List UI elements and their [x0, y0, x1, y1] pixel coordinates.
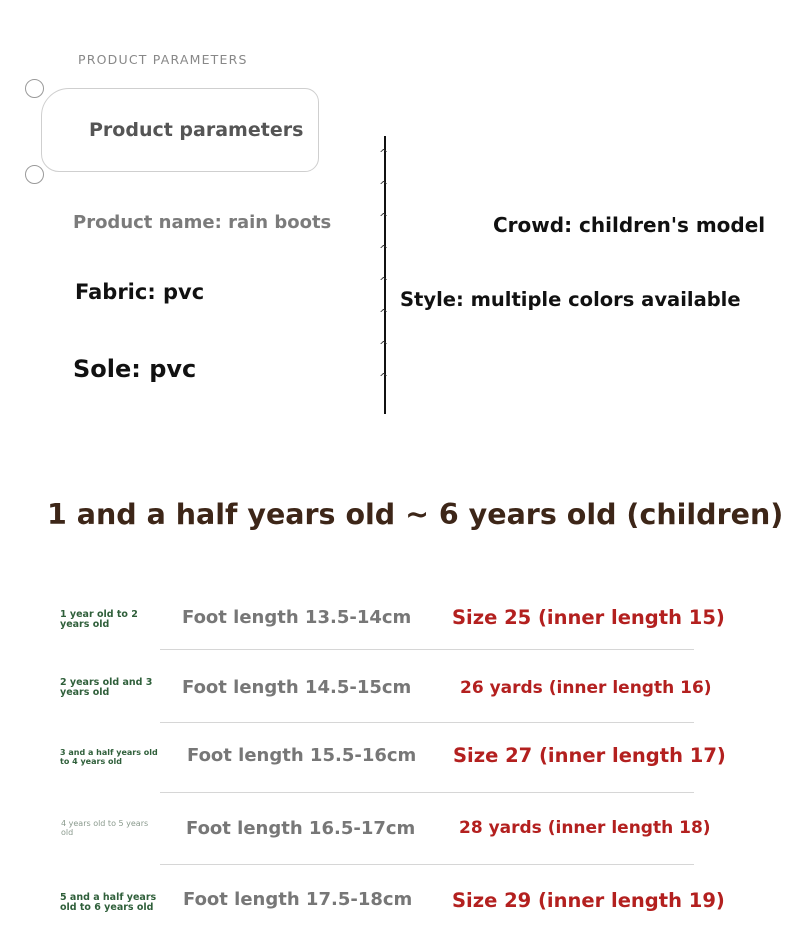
- row-divider: [160, 722, 694, 723]
- divider-arrow-icon: ^: [379, 339, 389, 352]
- row-size: 26 yards (inner length 16): [460, 678, 712, 698]
- product-style: Style: multiple colors available: [400, 288, 741, 311]
- divider-arrow-icon: ^: [379, 243, 389, 256]
- divider-arrow-icon: ^: [379, 211, 389, 224]
- row-age: 3 and a half years old to 4 years old: [60, 748, 158, 766]
- row-foot-length: Foot length 14.5-15cm: [182, 677, 412, 698]
- row-divider: [160, 792, 694, 793]
- divider-arrow-icon: ^: [379, 147, 389, 160]
- product-fabric: Fabric: pvc: [75, 280, 205, 304]
- row-age: 4 years old to 5 years old: [61, 819, 149, 837]
- product-sole: Sole: pvc: [73, 355, 197, 383]
- row-divider: [160, 649, 694, 650]
- tag-hole-top-icon: [25, 79, 44, 98]
- row-size: 28 yards (inner length 18): [459, 818, 711, 838]
- tag-title: Product parameters: [89, 119, 304, 141]
- divider-arrow-icon: ^: [379, 275, 389, 288]
- product-crowd: Crowd: children's model: [493, 213, 766, 237]
- divider-arrow-icon: ^: [379, 371, 389, 384]
- row-foot-length: Foot length 17.5-18cm: [183, 889, 413, 910]
- divider-arrow-icon: ^: [379, 179, 389, 192]
- row-size: Size 25 (inner length 15): [452, 606, 725, 629]
- divider-arrow-icon: ^: [379, 307, 389, 320]
- row-age: 5 and a half years old to 6 years old: [60, 892, 157, 913]
- row-size: Size 29 (inner length 19): [452, 889, 725, 912]
- row-foot-length: Foot length 15.5-16cm: [187, 745, 417, 766]
- row-foot-length: Foot length 16.5-17cm: [186, 818, 416, 839]
- tag-hole-bottom-icon: [25, 165, 44, 184]
- row-size: Size 27 (inner length 17): [453, 744, 726, 767]
- age-range-heading: 1 and a half years old ~ 6 years old (children): [47, 498, 784, 531]
- section-label: PRODUCT PARAMETERS: [78, 52, 248, 67]
- row-divider: [160, 864, 694, 865]
- row-age: 1 year old to 2 years old: [60, 609, 138, 630]
- row-age: 2 years old and 3 years old: [60, 677, 153, 698]
- product-name: Product name: rain boots: [73, 212, 332, 233]
- row-foot-length: Foot length 13.5-14cm: [182, 607, 412, 628]
